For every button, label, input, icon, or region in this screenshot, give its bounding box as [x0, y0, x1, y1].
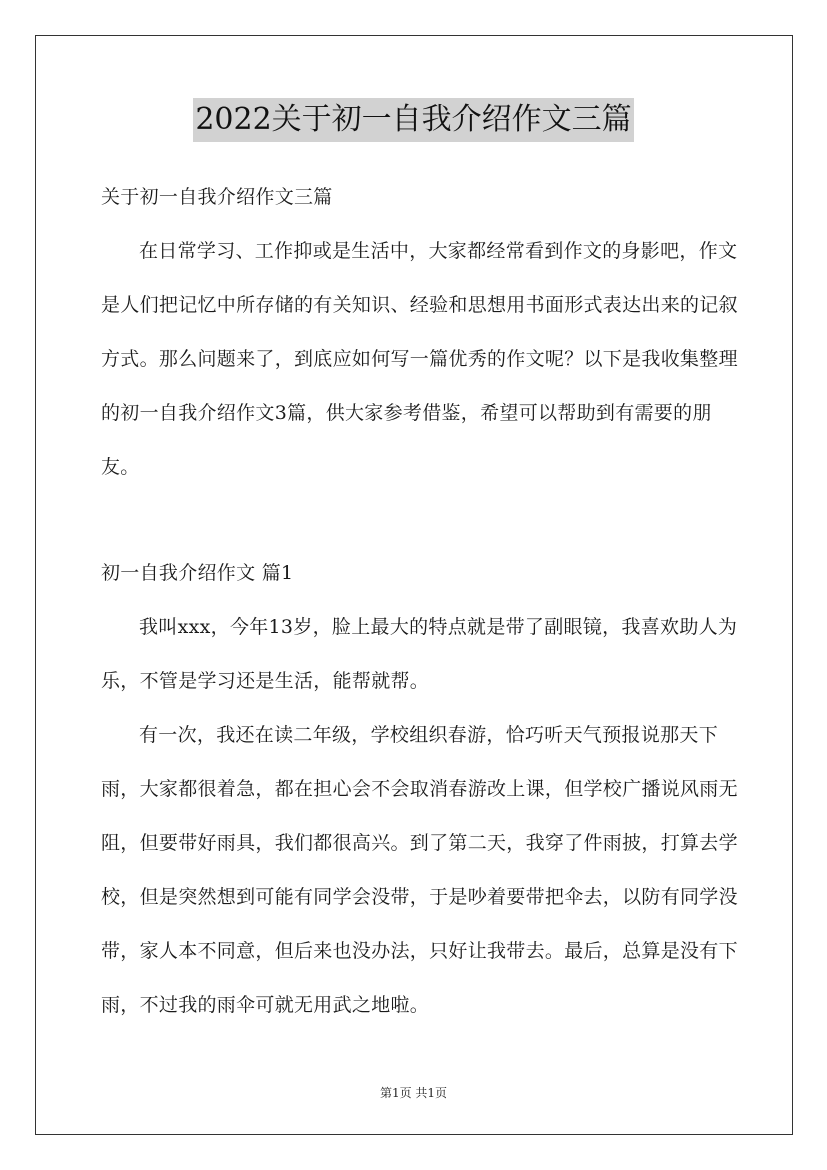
page-footer: 第1页 共1页 [379, 1086, 448, 1100]
document-title: 2022关于初一自我介绍作文三篇 [193, 98, 633, 142]
body-paragraph: 有一次，我还在读二年级，学校组织春游，恰巧听天气预报说那天下雨，大家都很着急，都在担心会不会取消春游改上课，但学校广播说风雨无阻，但要带好雨具，我们都很高兴。到了第二天，我穿了件雨披，打算去学校，但是突然想到可能有同学会没带，于是吵着要带把伞去，以防有同学没带，家人本不同意，但后来也没办法，只好让我带去。最后，总算是没有下雨，不过我的雨伞可就无用武之地啦。 [101, 724, 738, 1016]
document-title-container [0, 98, 827, 142]
body-paragraph: 我叫xxx，今年13岁，脸上最大的特点就是带了副眼镜，我喜欢助人为乐，不管是学习还是生活，能帮就帮。 [101, 616, 738, 692]
section-heading: 初一自我介绍作文 篇1 [101, 562, 294, 584]
document-subtitle: 关于初一自我介绍作文三篇 [101, 186, 333, 208]
document-body [101, 170, 741, 1032]
intro-paragraph: 在日常学习、工作抑或是生活中，大家都经常看到作文的身影吧，作文是人们把记忆中所存储的有关知识、经验和思想用书面形式表达出来的记叙方式。那么问题来了，到底应如何写一篇优秀的作文呢？以下是我收集整理的初一自我介绍作文3篇，供大家参考借鉴，希望可以帮助到有需要的朋友。 [101, 240, 738, 478]
